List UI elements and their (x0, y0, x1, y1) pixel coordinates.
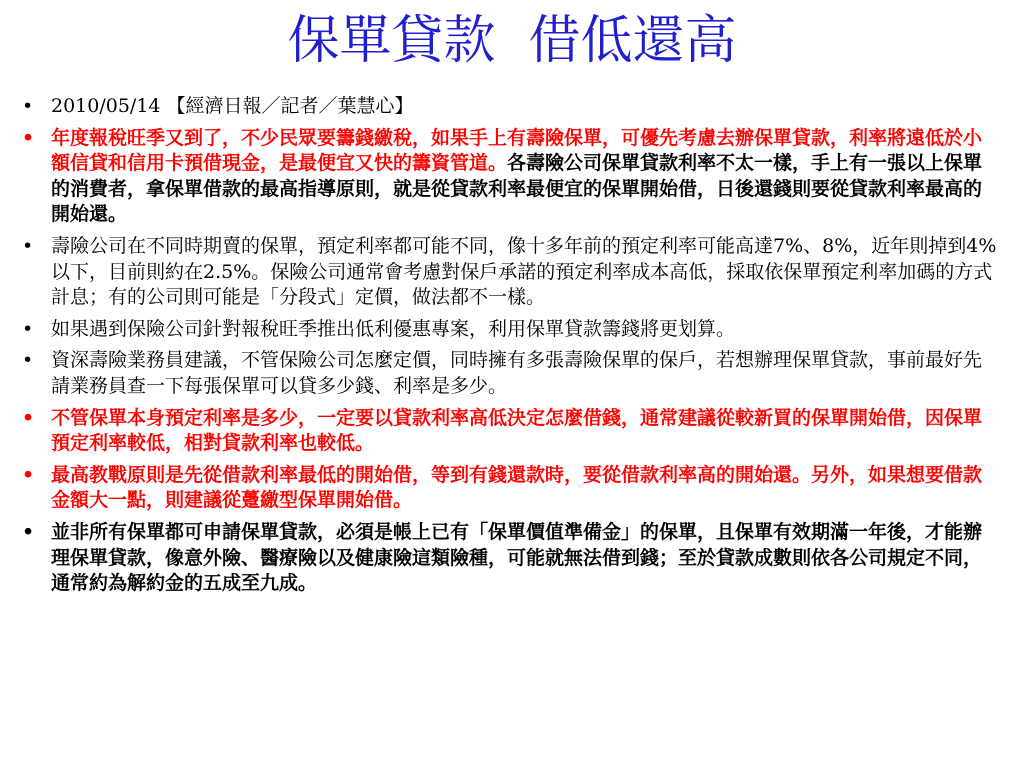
bullet-item-borrow-newest (0, 406, 1024, 457)
bullet-dot-icon: • (22, 520, 35, 543)
bullet-text: 壽險公司在不同時期賣的保單，預定利率都可能不同，像十多年前的預定利率可能高達7%、8%，近年則掉到4%以下，目前則約在2.5%。保險公司通常會考慮對保戶承諾的預定利率成本高低，採取依保單預定利率加碼的方式計息；有的公司則可能是「分段式」定價，做法都不一樣。 (51, 234, 997, 309)
bullet-dot-icon: • (22, 406, 35, 429)
bullet-dot-icon: • (22, 317, 34, 340)
bullet-item-agent-advice (0, 348, 1024, 399)
bullet-text: 最高教戰原則是先從借款利率最低的開始借，等到有錢還款時，要從借款利率高的開始還。另外，如果想要借款金額大一點，則建議從躉繳型保單開始借。 (51, 463, 983, 512)
bullet-text-highlight: 年度報稅旺季又到了，不少民眾要籌錢繳稅，如果手上有壽險保單，可優先考慮去辦保單貸款，利率將遠低於小額信貸和信用卡預借現金，是最便宜又快的籌資管道。 (51, 126, 983, 175)
bullet-dot-icon: • (22, 95, 34, 117)
bullet-list (0, 94, 1024, 603)
bullet-item-date-source (0, 94, 1024, 120)
bullet-item-preset-rate (0, 234, 1024, 311)
bullet-text: 不管保單本身預定利率是多少，一定要以貸款利率高低決定怎麼借錢，通常建議從較新買的保單開始借，因保單預定利率較低，相對貸款利率也較低。 (51, 406, 983, 455)
bullet-text: 並非所有保單都可申請保單貸款，必須是帳上已有「保單價值準備金」的保單，且保單有效期滿一年後，才能辦理保單貸款，像意外險、醫療險以及健康險這類險種，可能就無法借到錢；至於貸款成數則依各公司規定不同，通常約為解約金的五成至九成。 (51, 520, 983, 595)
bullet-item-eligibility (0, 520, 1024, 597)
bullet-text: 各壽險公司保單貸款利率不太一樣，手上有一張以上保單的消費者，拿保單借款的最高指導原則，就是從貸款利率最便宜的保單開始借，日後還錢則要從貸款利率最高的開始還。 (51, 152, 983, 226)
bullet-text: 2010/05/14 【經濟日報／記者／葉慧心】 (51, 95, 414, 117)
bullet-item-promotion (0, 317, 1024, 343)
slide-title: 保單貸款 借低還高 (287, 11, 737, 71)
bullet-dot-icon: • (22, 349, 34, 372)
bullet-text: 如果遇到保險公司針對報稅旺季推出低利優惠專案，利用保單貸款籌錢將更划算。 (51, 317, 736, 340)
bullet-item-tax-season (0, 126, 1024, 228)
bullet-dot-icon: • (22, 126, 35, 149)
bullet-text: 資深壽險業務員建議，不管保險公司怎麼定價，同時擁有多張壽險保單的保戶，若想辦理保單貸款，事前最好先請業務員查一下每張保單可以貸多少錢、利率是多少。 (51, 349, 983, 397)
bullet-dot-icon: • (22, 463, 35, 486)
bullet-dot-icon: • (22, 234, 34, 257)
bullet-item-principle (0, 463, 1024, 514)
